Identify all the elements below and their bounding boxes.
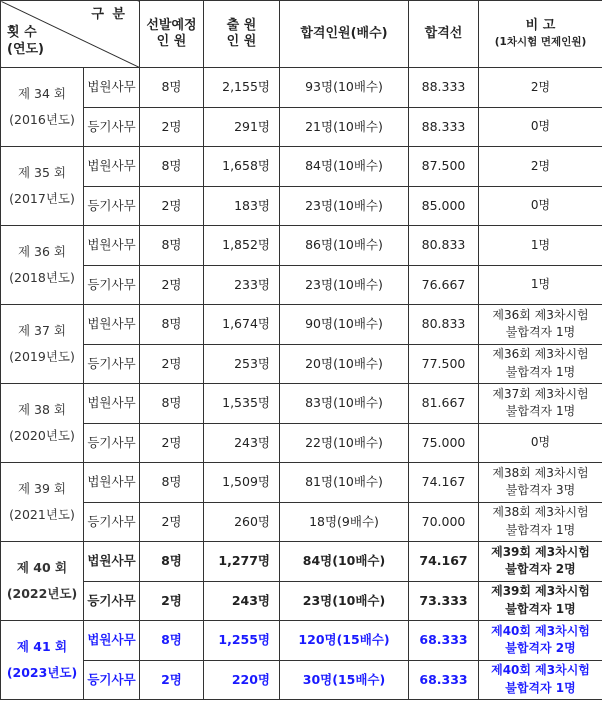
field-cell: 등기사무 xyxy=(84,502,140,542)
table-row xyxy=(1,147,602,187)
note-cell xyxy=(479,68,602,108)
note-cell xyxy=(479,265,602,305)
quota-cell: 8명 xyxy=(140,147,204,187)
round-year-cell xyxy=(1,384,84,463)
table-row xyxy=(1,463,602,503)
note-line-2: 불합격자 2명 xyxy=(505,562,576,577)
note-cell xyxy=(479,463,602,503)
cutoff-cell: 88.333 xyxy=(409,107,479,147)
passed-cell: 18명(9배수) xyxy=(280,502,409,542)
header-category-label: 구 분 xyxy=(91,7,127,22)
round-label: 제 37 회 xyxy=(17,322,66,338)
cutoff-cell: 76.667 xyxy=(409,265,479,305)
note-line-1: 0명 xyxy=(530,119,551,134)
table-row xyxy=(1,186,602,226)
field-cell: 법원사무 xyxy=(84,226,140,266)
note-line-2: 불합격자 3명 xyxy=(505,483,576,498)
note-line-2: 불합격자 2명 xyxy=(505,641,576,656)
quota-cell: 8명 xyxy=(140,542,204,582)
header-quota: 선발예정 인 원 xyxy=(140,1,204,68)
table-row xyxy=(1,542,602,582)
note-cell xyxy=(479,660,602,700)
field-cell: 등기사무 xyxy=(84,186,140,226)
quota-cell: 2명 xyxy=(140,186,204,226)
field-cell: 등기사무 xyxy=(84,344,140,384)
quota-cell: 8명 xyxy=(140,384,204,424)
cutoff-cell: 74.167 xyxy=(409,463,479,503)
note-line-1: 2명 xyxy=(530,158,551,173)
round-year-cell xyxy=(1,147,84,226)
cutoff-cell: 68.333 xyxy=(409,621,479,661)
round-label: 제 41 회 xyxy=(16,638,68,654)
quota-cell: 2명 xyxy=(140,265,204,305)
applicants-cell: 1,674명 xyxy=(204,305,280,345)
cutoff-cell: 81.667 xyxy=(409,384,479,424)
field-cell: 법원사무 xyxy=(84,463,140,503)
note-cell xyxy=(479,226,602,266)
header-round-label: 횟 수 (연도) xyxy=(7,25,44,58)
year-label: (2020년도) xyxy=(9,428,75,443)
applicants-cell: 220명 xyxy=(204,660,280,700)
passed-cell: 90명(10배수) xyxy=(280,305,409,345)
field-cell: 등기사무 xyxy=(84,423,140,463)
note-cell xyxy=(479,305,602,345)
header-cutoff: 합격선 xyxy=(409,1,479,68)
header-row xyxy=(1,1,602,68)
note-line-1: 0명 xyxy=(530,198,551,213)
cutoff-cell: 80.833 xyxy=(409,305,479,345)
note-line-1: 2명 xyxy=(530,79,551,94)
applicants-cell: 1,509명 xyxy=(204,463,280,503)
quota-cell: 8명 xyxy=(140,305,204,345)
table-row xyxy=(1,226,602,266)
quota-cell: 2명 xyxy=(140,107,204,147)
applicants-cell: 1,852명 xyxy=(204,226,280,266)
note-cell xyxy=(479,344,602,384)
table-row xyxy=(1,384,602,424)
note-cell xyxy=(479,384,602,424)
note-line-2: 불합격자 1명 xyxy=(505,325,576,340)
note-cell xyxy=(479,581,602,621)
cutoff-cell: 73.333 xyxy=(409,581,479,621)
quota-cell: 8명 xyxy=(140,463,204,503)
applicants-cell: 1,277명 xyxy=(204,542,280,582)
round-year-cell xyxy=(1,463,84,542)
quota-cell: 8명 xyxy=(140,68,204,108)
round-label: 제 38 회 xyxy=(17,401,66,417)
cutoff-cell: 87.500 xyxy=(409,147,479,187)
passed-cell: 81명(10배수) xyxy=(280,463,409,503)
note-line-1: 제38회 제3차시험 xyxy=(492,505,589,520)
quota-cell: 2명 xyxy=(140,502,204,542)
applicants-cell: 1,658명 xyxy=(204,147,280,187)
quota-cell: 2명 xyxy=(140,344,204,384)
cutoff-cell: 80.833 xyxy=(409,226,479,266)
round-label: 제 40 회 xyxy=(16,559,68,575)
year-label: (2018년도) xyxy=(9,270,75,285)
passed-cell: 86명(10배수) xyxy=(280,226,409,266)
field-cell: 법원사무 xyxy=(84,542,140,582)
applicants-cell: 260명 xyxy=(204,502,280,542)
passed-cell: 84명(10배수) xyxy=(280,542,409,582)
round-year-cell xyxy=(1,305,84,384)
note-line-2: 불합격자 1명 xyxy=(505,364,576,379)
field-cell: 등기사무 xyxy=(84,107,140,147)
note-line-2: 불합격자 1명 xyxy=(505,680,576,695)
note-line-1: 1명 xyxy=(530,237,551,252)
round-label: 제 39 회 xyxy=(17,480,66,496)
note-line-2: 불합격자 1명 xyxy=(505,601,576,616)
note-line-1: 제39회 제3차시험 xyxy=(491,544,590,559)
table-row xyxy=(1,660,602,700)
field-cell: 법원사무 xyxy=(84,68,140,108)
passed-cell: 83명(10배수) xyxy=(280,384,409,424)
applicants-cell: 253명 xyxy=(204,344,280,384)
passed-cell: 84명(10배수) xyxy=(280,147,409,187)
note-cell xyxy=(479,542,602,582)
year-label: (2016년도) xyxy=(9,112,75,127)
quota-cell: 2명 xyxy=(140,660,204,700)
note-line-2: 불합격자 1명 xyxy=(505,404,576,419)
applicants-cell: 2,155명 xyxy=(204,68,280,108)
passed-cell: 23명(10배수) xyxy=(280,581,409,621)
quota-cell: 8명 xyxy=(140,226,204,266)
applicants-cell: 243명 xyxy=(204,423,280,463)
note-cell xyxy=(479,147,602,187)
passed-cell: 30명(15배수) xyxy=(280,660,409,700)
note-cell xyxy=(479,502,602,542)
year-label: (2019년도) xyxy=(9,349,75,364)
field-cell: 법원사무 xyxy=(84,147,140,187)
round-label: 제 36 회 xyxy=(17,243,66,259)
table-row xyxy=(1,107,602,147)
cutoff-cell: 88.333 xyxy=(409,68,479,108)
note-line-1: 제39회 제3차시험 xyxy=(491,584,590,599)
table-row xyxy=(1,305,602,345)
field-cell: 법원사무 xyxy=(84,621,140,661)
applicants-cell: 1,255명 xyxy=(204,621,280,661)
note-cell xyxy=(479,107,602,147)
header-note: 비 고 (1차시험 면제인원) xyxy=(479,1,602,68)
cutoff-cell: 74.167 xyxy=(409,542,479,582)
note-line-1: 제40회 제3차시험 xyxy=(491,663,590,678)
table-row xyxy=(1,68,602,108)
applicants-cell: 233명 xyxy=(204,265,280,305)
note-line-1: 제40회 제3차시험 xyxy=(491,623,590,638)
passed-cell: 21명(10배수) xyxy=(280,107,409,147)
applicants-cell: 1,535명 xyxy=(204,384,280,424)
note-cell xyxy=(479,186,602,226)
field-cell: 등기사무 xyxy=(84,660,140,700)
year-label: (2017년도) xyxy=(9,191,75,206)
year-label: (2021년도) xyxy=(9,507,75,522)
round-label: 제 34 회 xyxy=(17,85,66,101)
quota-cell: 2명 xyxy=(140,423,204,463)
quota-cell: 2명 xyxy=(140,581,204,621)
field-cell: 법원사무 xyxy=(84,384,140,424)
round-year-cell xyxy=(1,68,84,147)
table-row xyxy=(1,344,602,384)
passed-cell: 93명(10배수) xyxy=(280,68,409,108)
quota-cell: 8명 xyxy=(140,621,204,661)
year-label: (2023년도) xyxy=(6,665,78,680)
table-row xyxy=(1,265,602,305)
table-row xyxy=(1,621,602,661)
note-cell xyxy=(479,423,602,463)
passed-cell: 22명(10배수) xyxy=(280,423,409,463)
round-year-cell xyxy=(1,621,84,700)
applicants-cell: 183명 xyxy=(204,186,280,226)
note-line-1: 제37회 제3차시험 xyxy=(492,386,589,401)
passed-cell: 23명(10배수) xyxy=(280,265,409,305)
note-line-2: 불합격자 1명 xyxy=(505,522,576,537)
round-label: 제 35 회 xyxy=(17,164,66,180)
header-applicants: 출 원 인 원 xyxy=(204,1,280,68)
passed-cell: 23명(10배수) xyxy=(280,186,409,226)
field-cell: 등기사무 xyxy=(84,265,140,305)
table-row xyxy=(1,502,602,542)
table-row xyxy=(1,423,602,463)
note-line-1: 제36회 제3차시험 xyxy=(492,307,589,322)
year-label: (2022년도) xyxy=(6,586,78,601)
passed-cell: 120명(15배수) xyxy=(280,621,409,661)
note-line-1: 1명 xyxy=(530,277,551,292)
header-passed: 합격인원(배수) xyxy=(280,1,409,68)
applicants-cell: 291명 xyxy=(204,107,280,147)
note-cell xyxy=(479,621,602,661)
cutoff-cell: 70.000 xyxy=(409,502,479,542)
header-diagonal-cell xyxy=(1,1,140,68)
cutoff-cell: 75.000 xyxy=(409,423,479,463)
note-line-1: 제38회 제3차시험 xyxy=(492,465,589,480)
note-line-1: 제36회 제3차시험 xyxy=(492,347,589,362)
round-year-cell xyxy=(1,542,84,621)
field-cell: 법원사무 xyxy=(84,305,140,345)
applicants-cell: 243명 xyxy=(204,581,280,621)
cutoff-cell: 85.000 xyxy=(409,186,479,226)
note-line-1: 0명 xyxy=(530,435,551,450)
round-year-cell xyxy=(1,226,84,305)
passed-cell: 20명(10배수) xyxy=(280,344,409,384)
table-body xyxy=(1,68,602,700)
cutoff-cell: 77.500 xyxy=(409,344,479,384)
cutoff-cell: 68.333 xyxy=(409,660,479,700)
table-row xyxy=(1,581,602,621)
field-cell: 등기사무 xyxy=(84,581,140,621)
